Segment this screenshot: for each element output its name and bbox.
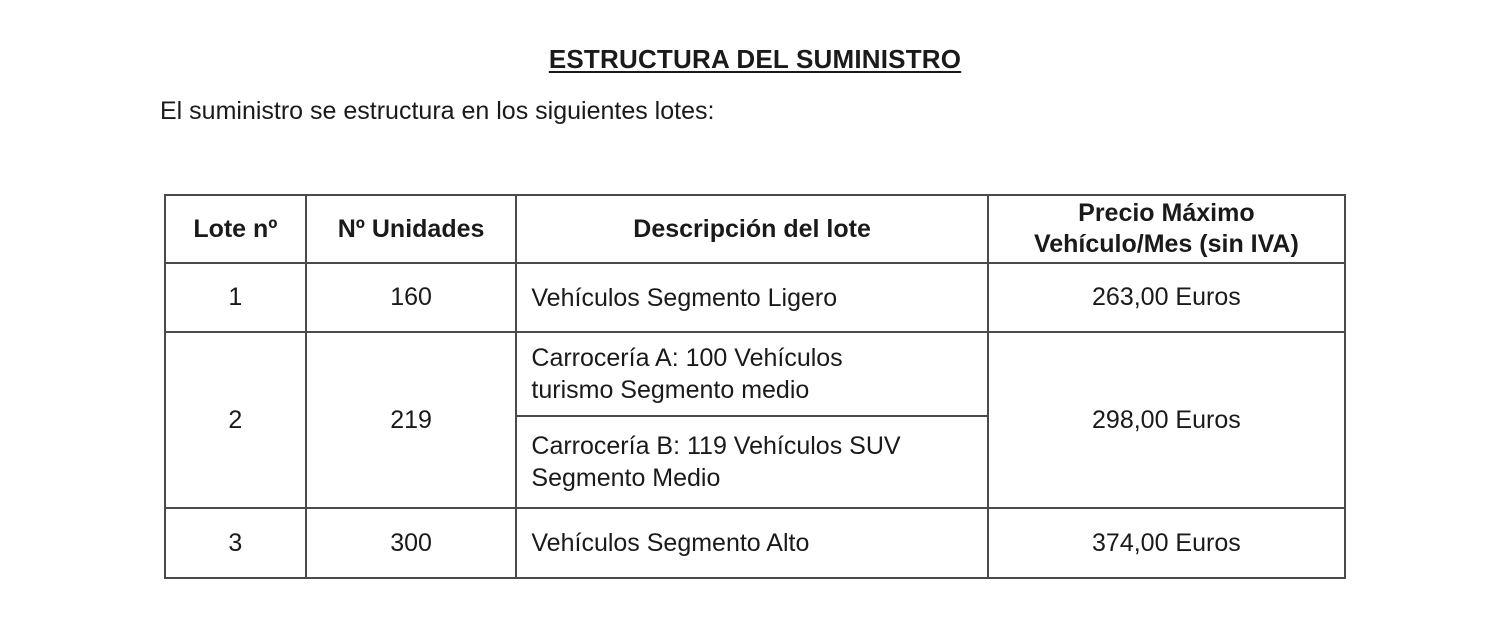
header-unidades: Nº Unidades — [306, 195, 517, 263]
header-row — [165, 195, 1345, 263]
carroceria-a-line1: Carrocería A: 100 Vehículos — [531, 344, 843, 372]
table-header — [165, 195, 1345, 263]
cell-lote: 3 — [165, 508, 306, 578]
cell-lote: 1 — [165, 263, 306, 332]
document-heading: ESTRUCTURA DEL SUMINISTRO — [548, 44, 962, 74]
table-row — [165, 508, 1345, 578]
header-lote: Lote nº — [165, 195, 306, 263]
header-precio-line2: Vehículo/Mes (sin IVA) — [1033, 230, 1299, 258]
cell-descripcion: Vehículos Segmento Alto — [516, 508, 987, 578]
cell-precio: 298,00 Euros — [988, 332, 1345, 508]
header-precio — [988, 195, 1345, 263]
cell-descripcion-carroceria-a — [516, 332, 987, 416]
carroceria-b-line2: Segmento Medio — [531, 464, 721, 492]
cell-descripcion: Vehículos Segmento Ligero — [516, 263, 987, 332]
cell-unidades: 219 — [306, 332, 517, 508]
table-row — [165, 332, 1345, 416]
cell-lote: 2 — [165, 332, 306, 508]
cell-unidades: 300 — [306, 508, 517, 578]
intro-paragraph: El suministro se estructura en los siguientes lotes: — [160, 97, 715, 125]
header-precio-line1: Precio Máximo — [1078, 199, 1255, 227]
cell-unidades: 160 — [306, 263, 517, 332]
lots-table — [164, 194, 1346, 579]
cell-precio: 374,00 Euros — [988, 508, 1345, 578]
cell-precio: 263,00 Euros — [988, 263, 1345, 332]
carroceria-a-line2: turismo Segmento medio — [531, 376, 810, 404]
table-body — [165, 263, 1345, 578]
carroceria-b-line1: Carrocería B: 119 Vehículos SUV — [531, 432, 901, 460]
header-descripcion: Descripción del lote — [516, 195, 987, 263]
table-row — [165, 263, 1345, 332]
cell-descripcion-carroceria-b — [516, 416, 987, 508]
